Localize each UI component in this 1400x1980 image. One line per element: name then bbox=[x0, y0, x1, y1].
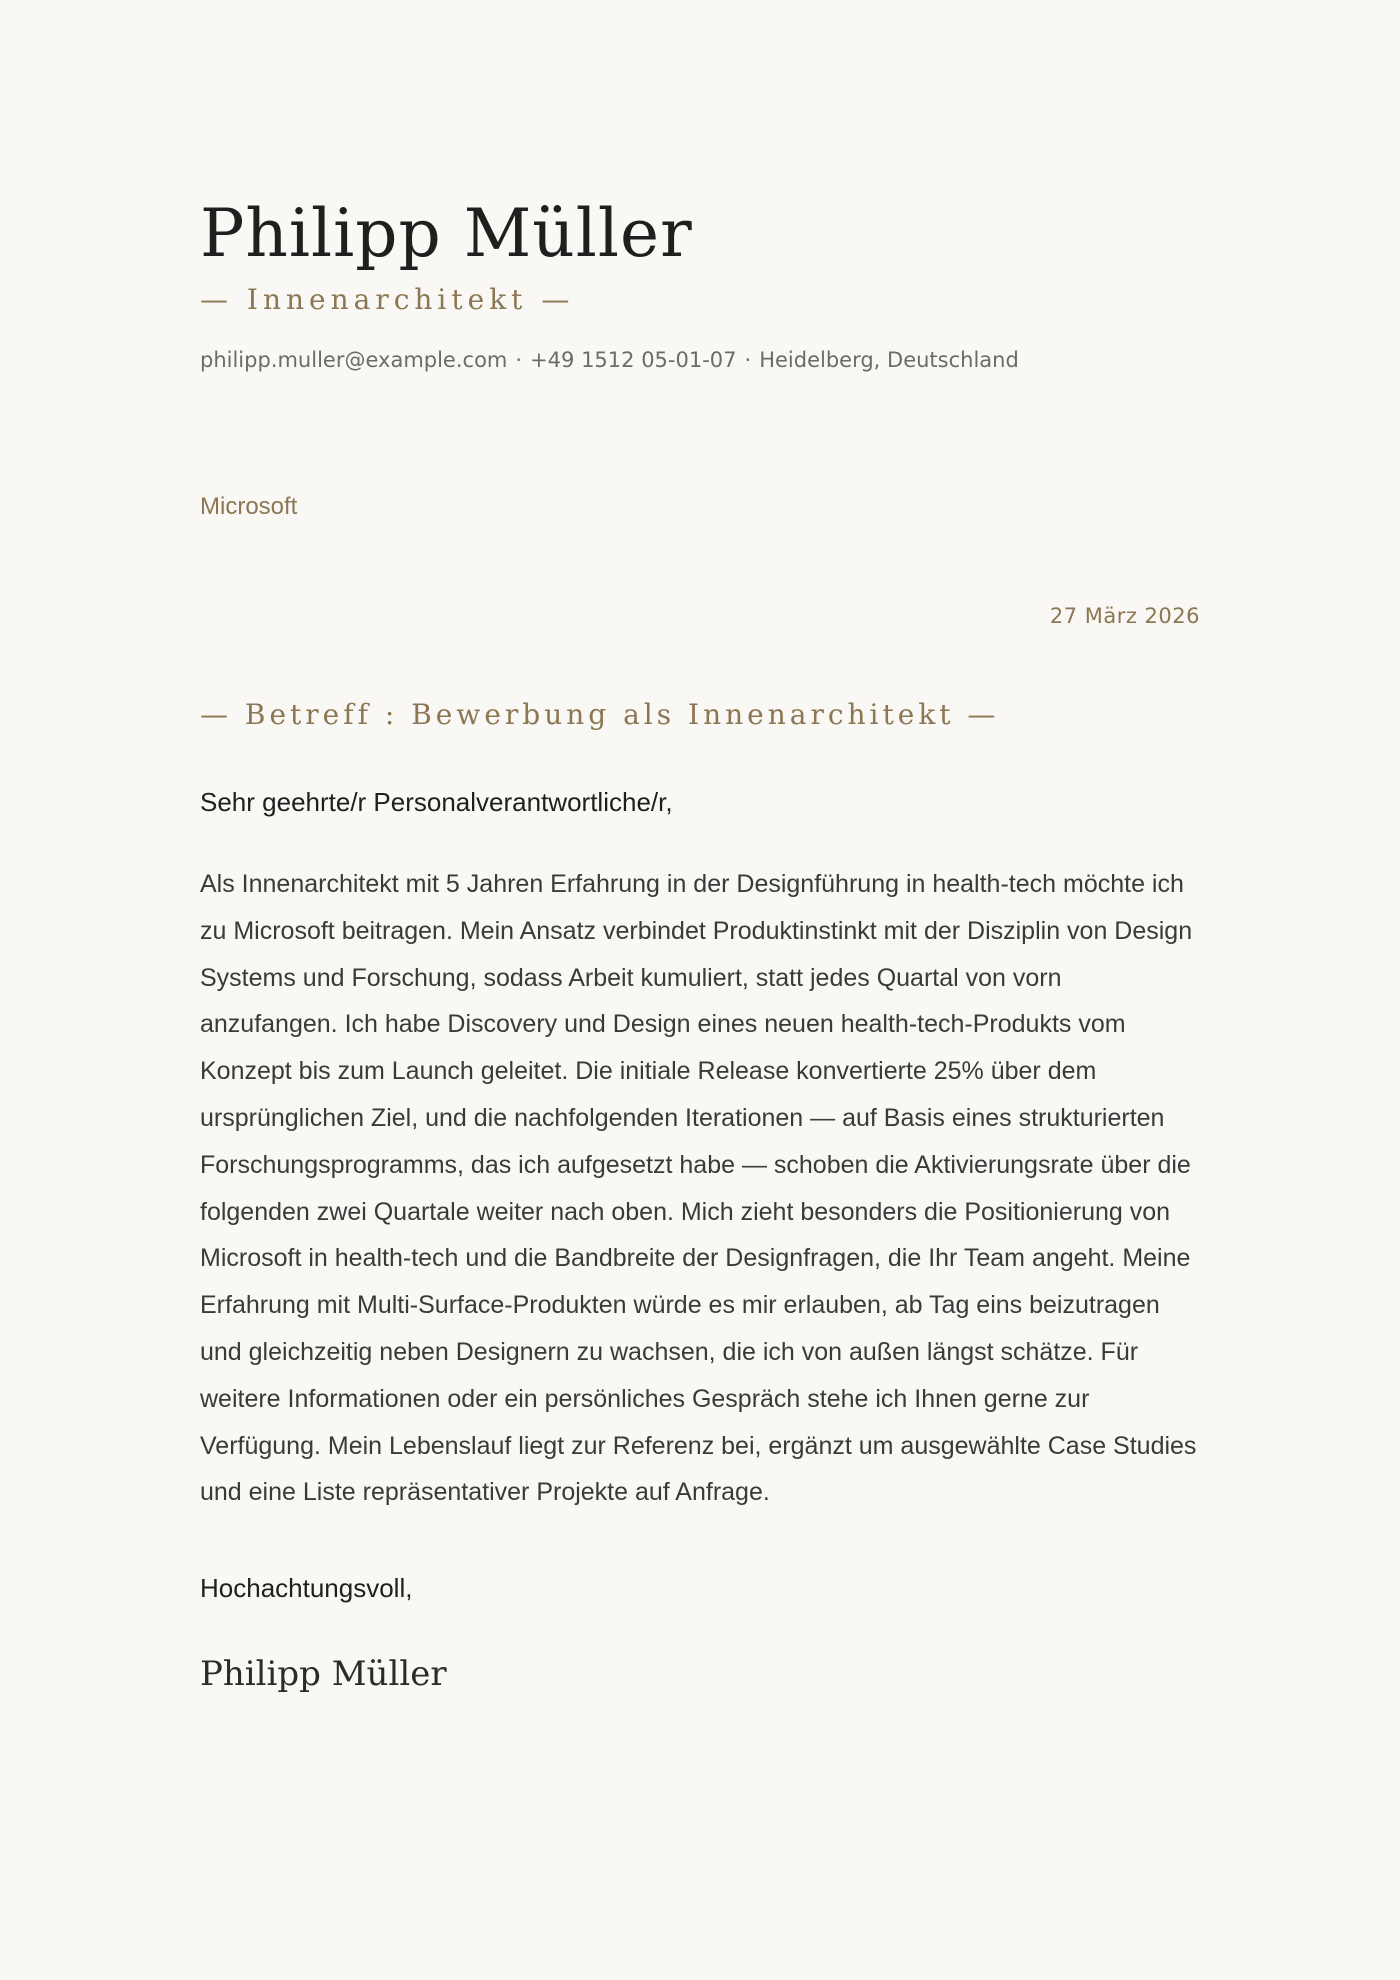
applicant-role: — Innenarchitekt — bbox=[200, 283, 575, 316]
recipient-company: Microsoft bbox=[200, 493, 298, 520]
contact-separator: · bbox=[744, 348, 752, 372]
contact-location: Heidelberg, Deutschland bbox=[759, 348, 1019, 372]
salutation: Sehr geehrte/r Personalverantwortliche/r, bbox=[200, 787, 673, 817]
applicant-name: Philipp Müller bbox=[200, 195, 693, 272]
contact-separator: · bbox=[515, 348, 523, 372]
contact-line bbox=[200, 345, 1019, 375]
closing-phrase: Hochachtungsvoll, bbox=[200, 1573, 413, 1603]
signature-name: Philipp Müller bbox=[200, 1654, 447, 1694]
letter-body: Als Innenarchitekt mit 5 Jahren Erfahrung in der Designführung in health-tech möchte ich zu Microsoft beitragen. Mein Ansatz verbindet Produktinstinkt mit der Disziplin von Design Systems und Forschung, sodass Arbeit kumuliert, statt jedes Quartal von vorn anzufangen. Ich habe Discovery und Design eines neuen health-tech-Produkts vom Konzept bis zum Launch geleitet. Die initiale Release konvertierte 25% über dem ursprünglichen Ziel, und die nachfolgenden Iterationen — auf Basis eines strukturierten Forschungsprogramms, das ich aufgesetzt habe — schoben die Aktivierungsrate über die folgenden zwei Quartale weiter nach oben. Mich zieht besonders die Positionierung von Microsoft in health-tech und die Bandbreite der Designfragen, die Ihr Team angeht. Meine Erfahrung mit Multi-Surface-Produkten würde es mir erlauben, ab Tag eins beizutragen und gleichzeitig neben Designern zu wachsen, die ich von außen längst schätze. Für weitere Informationen oder ein persönliches Gespräch stehe ich Ihnen gerne zur Verfügung. Mein Lebenslauf liegt zur Referenz bei, ergänzt um ausgewählte Case Studies und eine Liste repräsentativer Projekte auf Anfrage. bbox=[200, 870, 1197, 1507]
contact-phone[interactable]: +49 1512 05-01-07 bbox=[530, 348, 737, 372]
letter-date: 27 März 2026 bbox=[1049, 604, 1200, 628]
subject-line: — Betreff : Bewerbung als Innenarchitekt — bbox=[200, 698, 1000, 731]
contact-email[interactable]: philipp.muller@example.com bbox=[200, 348, 508, 372]
